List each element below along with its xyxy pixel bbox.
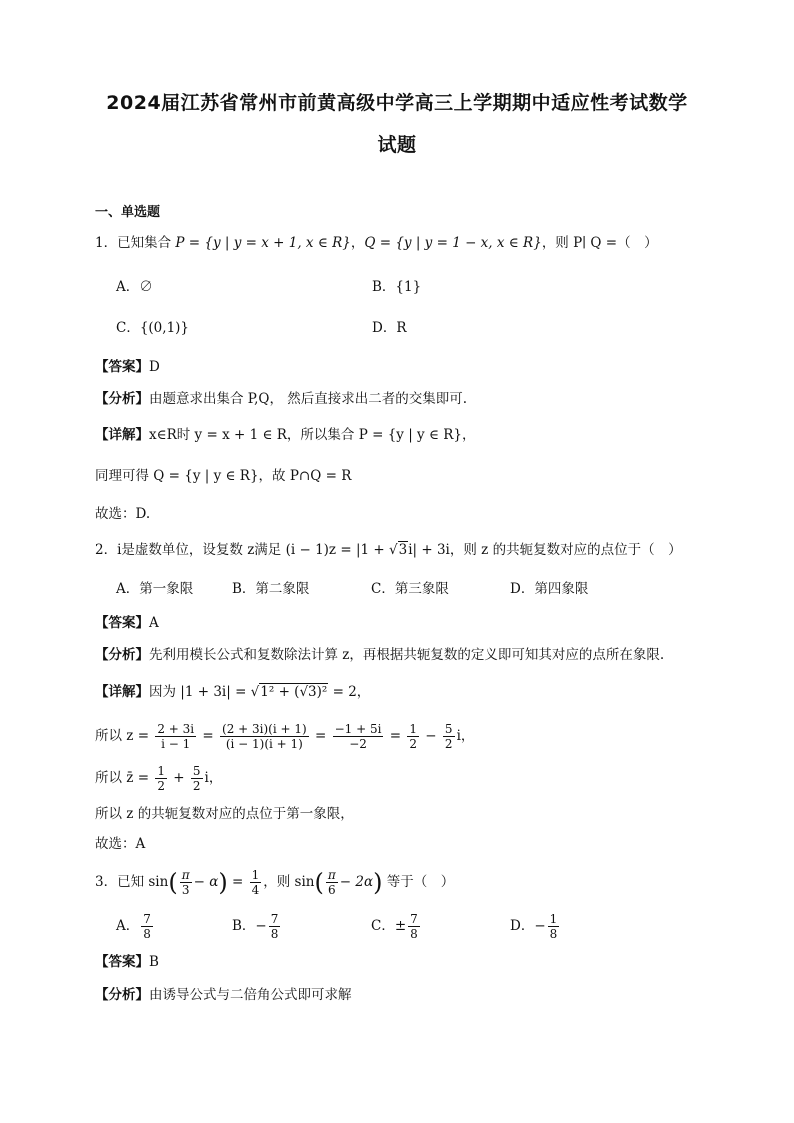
q2-eq-2: = [310,728,331,744]
q3-option-d-label: D．− [510,918,546,934]
q2-step1 [95,722,474,751]
q3-option-c-label: C．± [371,918,407,934]
q3-frac-v-num: 1 [251,868,260,882]
q3-option-c-den: 8 [410,927,418,941]
q2-answer-tag: 【答案】 [95,615,149,631]
q3-paren-close-2: ) [373,868,383,897]
q3-frac-a-den: 3 [181,883,190,897]
section-heading: 一、单选题 [95,205,161,220]
q3-option-d-den: 8 [549,927,558,941]
q1-separator: ， [350,235,365,251]
q3-option-d-frac [548,912,560,941]
q3-paren-close-1: ) [218,868,228,897]
q3-option-b-den: 8 [270,927,279,941]
q1-suffix: ，则 P∣ Q =（ ） [541,235,658,251]
q3-b-tail: − 2α [339,874,374,890]
q3-analysis-tag: 【分析】 [95,987,149,1003]
q2-answer [95,613,159,633]
doc-title-line1: 2024届江苏省常州市前黄高级中学高三上学期期中适应性考试数学 [106,92,688,114]
q2-option-c: C．第三象限 [371,581,449,597]
doc-title-line2: 试题 [377,134,417,156]
q3-option-b-frac [269,912,281,941]
q3-option-a-label: A． [116,918,140,934]
q2-frac5-num: 5 [444,722,453,736]
q2-frac6-num: 1 [157,764,165,778]
q2-detail-tag: 【详解】 [95,684,149,700]
q2-analysis [95,645,664,665]
q3-paren-open-1: ( [168,868,178,897]
q3-answer-tag: 【答案】 [95,954,149,970]
q3-prefix: 3．已知 sin [95,874,169,890]
q1-detail-text: x∈R时 y = x + 1 ∈ R，所以集合 P = {y | y ∈ R}， [149,427,476,443]
q3-analysis [95,985,352,1005]
q3-mid: ，则 sin [263,874,315,890]
q2-frac7-num: 5 [192,764,201,778]
q1-answer-value: D [149,359,160,375]
q2-detail-post: = 2， [328,684,371,700]
q2-suffix: + 3i，则 z 的共轭复数对应的点位于（ ） [417,542,682,558]
q2-eq-3: = [385,728,406,744]
q2-frac1-num: 2 + 3i [157,722,195,736]
q2-detail: 【详解】因为 |1 + 3i| = √1² + (√3)² = 2， [95,684,371,700]
q2-analysis-tag: 【分析】 [95,647,149,663]
q3-eq: = [227,874,248,890]
q2-eq-1: = [198,728,219,744]
q3-paren-open-2: ( [314,868,324,897]
q2-abs-start: |1 + [355,542,389,558]
q3-frac-v-den: 4 [251,883,260,897]
q2-frac2-den: (i − 1)(i + 1) [225,737,303,751]
q2-analysis-text: 先利用模长公式和复数除法计算 z，再根据共轭复数的定义即可知其对应的点所在象限. [149,647,665,663]
q3-option-a-num: 7 [143,912,151,926]
q3-option-c-frac [408,912,420,941]
q1-option-d: D．R [372,320,407,336]
q2-conclusion1: 所以 z 的共轭复数对应的点位于第一象限， [95,806,354,822]
q3-frac-b [326,868,338,897]
q1-answer [95,357,160,377]
q1-answer-tag: 【答案】 [95,359,149,375]
q2-option-d: D．第四象限 [510,581,589,597]
q2-frac2 [220,722,309,751]
q1-set-q: Q = {y | y = 1 − x, x ∈ R} [364,235,542,251]
q3-frac-a-num: π [181,868,190,882]
q1-option-c: C．{(0,1)} [116,320,190,336]
q2-i-end-1: i， [456,728,475,744]
question-2: 2．i是虚数单位，设复数 z满足 (i − 1)z = |1 + √3i| + 3i，则 z 的共轭复数对应的点位于（ ） [95,542,682,558]
q3-option-a-frac [141,912,153,941]
q2-option-a: A．第一象限 [116,581,194,597]
q2-step2 [95,764,222,793]
q2-detail-pre: 因为 |1 + 3i| = [149,684,251,700]
q3-option-a [116,912,155,941]
q2-frac1 [155,722,196,751]
q2-step1-pre: 所以 z = [95,728,154,744]
q3-frac-v [250,868,262,897]
q2-i-end-2: i， [204,770,223,786]
q2-frac7-den: 2 [192,779,201,793]
q3-frac-a [180,868,192,897]
q2-detail-sqrt: 1² + (√3)² [260,684,328,700]
q1-detail [95,425,476,445]
q2-frac3-den: −2 [349,737,367,751]
q2-answer-value: A [149,615,159,631]
q3-analysis-text: 由诱导公式与二倍角公式即可求解 [149,987,352,1003]
q3-option-b-num: 7 [270,912,279,926]
q3-answer-value: B [149,954,159,970]
q2-frac3-num: −1 + 5i [334,722,382,736]
q2-step2-pre: 所以 z̄ = [95,770,154,786]
q3-frac-b-num: π [327,868,336,882]
q2-minus: − [421,728,441,744]
q2-prefix: 2．i是虚数单位，设复数 z满足 (i − 1)z = [95,542,356,558]
q2-option-b: B．第二象限 [232,581,310,597]
q2-frac5-den: 2 [444,737,453,751]
q3-option-d [510,912,561,941]
q2-frac4-num: 1 [409,722,418,736]
q2-frac4-den: 2 [409,737,418,751]
question-3 [95,868,454,897]
q2-frac7 [191,764,203,793]
q1-prefix: 1．已知集合 [95,235,176,251]
q3-option-c [371,912,422,941]
q3-option-b [232,912,282,941]
q3-frac-b-den: 6 [327,883,336,897]
q2-plus: + [168,770,189,786]
q1-option-a: A．∅ [116,279,153,295]
q3-option-c-num: 7 [410,912,418,926]
q2-frac4 [407,722,419,751]
q2-sqrt: 3 [398,542,408,558]
q1-analysis-text: 由题意求出集合 P,Q， 然后直接求出二者的交集即可. [149,391,468,407]
q1-detail-line2: 同理可得 Q = {y | y ∈ R}，故 P∩Q = R [95,468,352,484]
q3-suffix: 等于（ ） [382,874,455,890]
q1-set-p: P = {y | y = x + 1, x ∈ R} [175,235,351,251]
question-1 [95,233,658,253]
q1-conclusion: 故选：D. [95,506,151,522]
q2-frac6 [155,764,167,793]
q1-analysis [95,389,467,409]
q3-a-tail: − α [193,874,219,890]
q2-frac3 [333,722,384,751]
q1-option-b: B．{1} [372,279,422,295]
q2-abs-end: i| [408,542,418,558]
q2-frac2-num: (2 + 3i)(i + 1) [222,722,307,736]
q3-option-b-label: B．− [232,918,267,934]
q2-frac6-den: 2 [157,779,165,793]
q3-option-d-num: 1 [549,912,558,926]
q1-detail-tag: 【详解】 [95,427,149,443]
q2-frac1-den: i − 1 [161,737,191,751]
q2-frac5 [443,722,455,751]
q3-option-a-den: 8 [143,927,151,941]
q3-answer [95,952,159,972]
q1-analysis-tag: 【分析】 [95,391,149,407]
q2-conclusion2: 故选：A [95,836,146,852]
